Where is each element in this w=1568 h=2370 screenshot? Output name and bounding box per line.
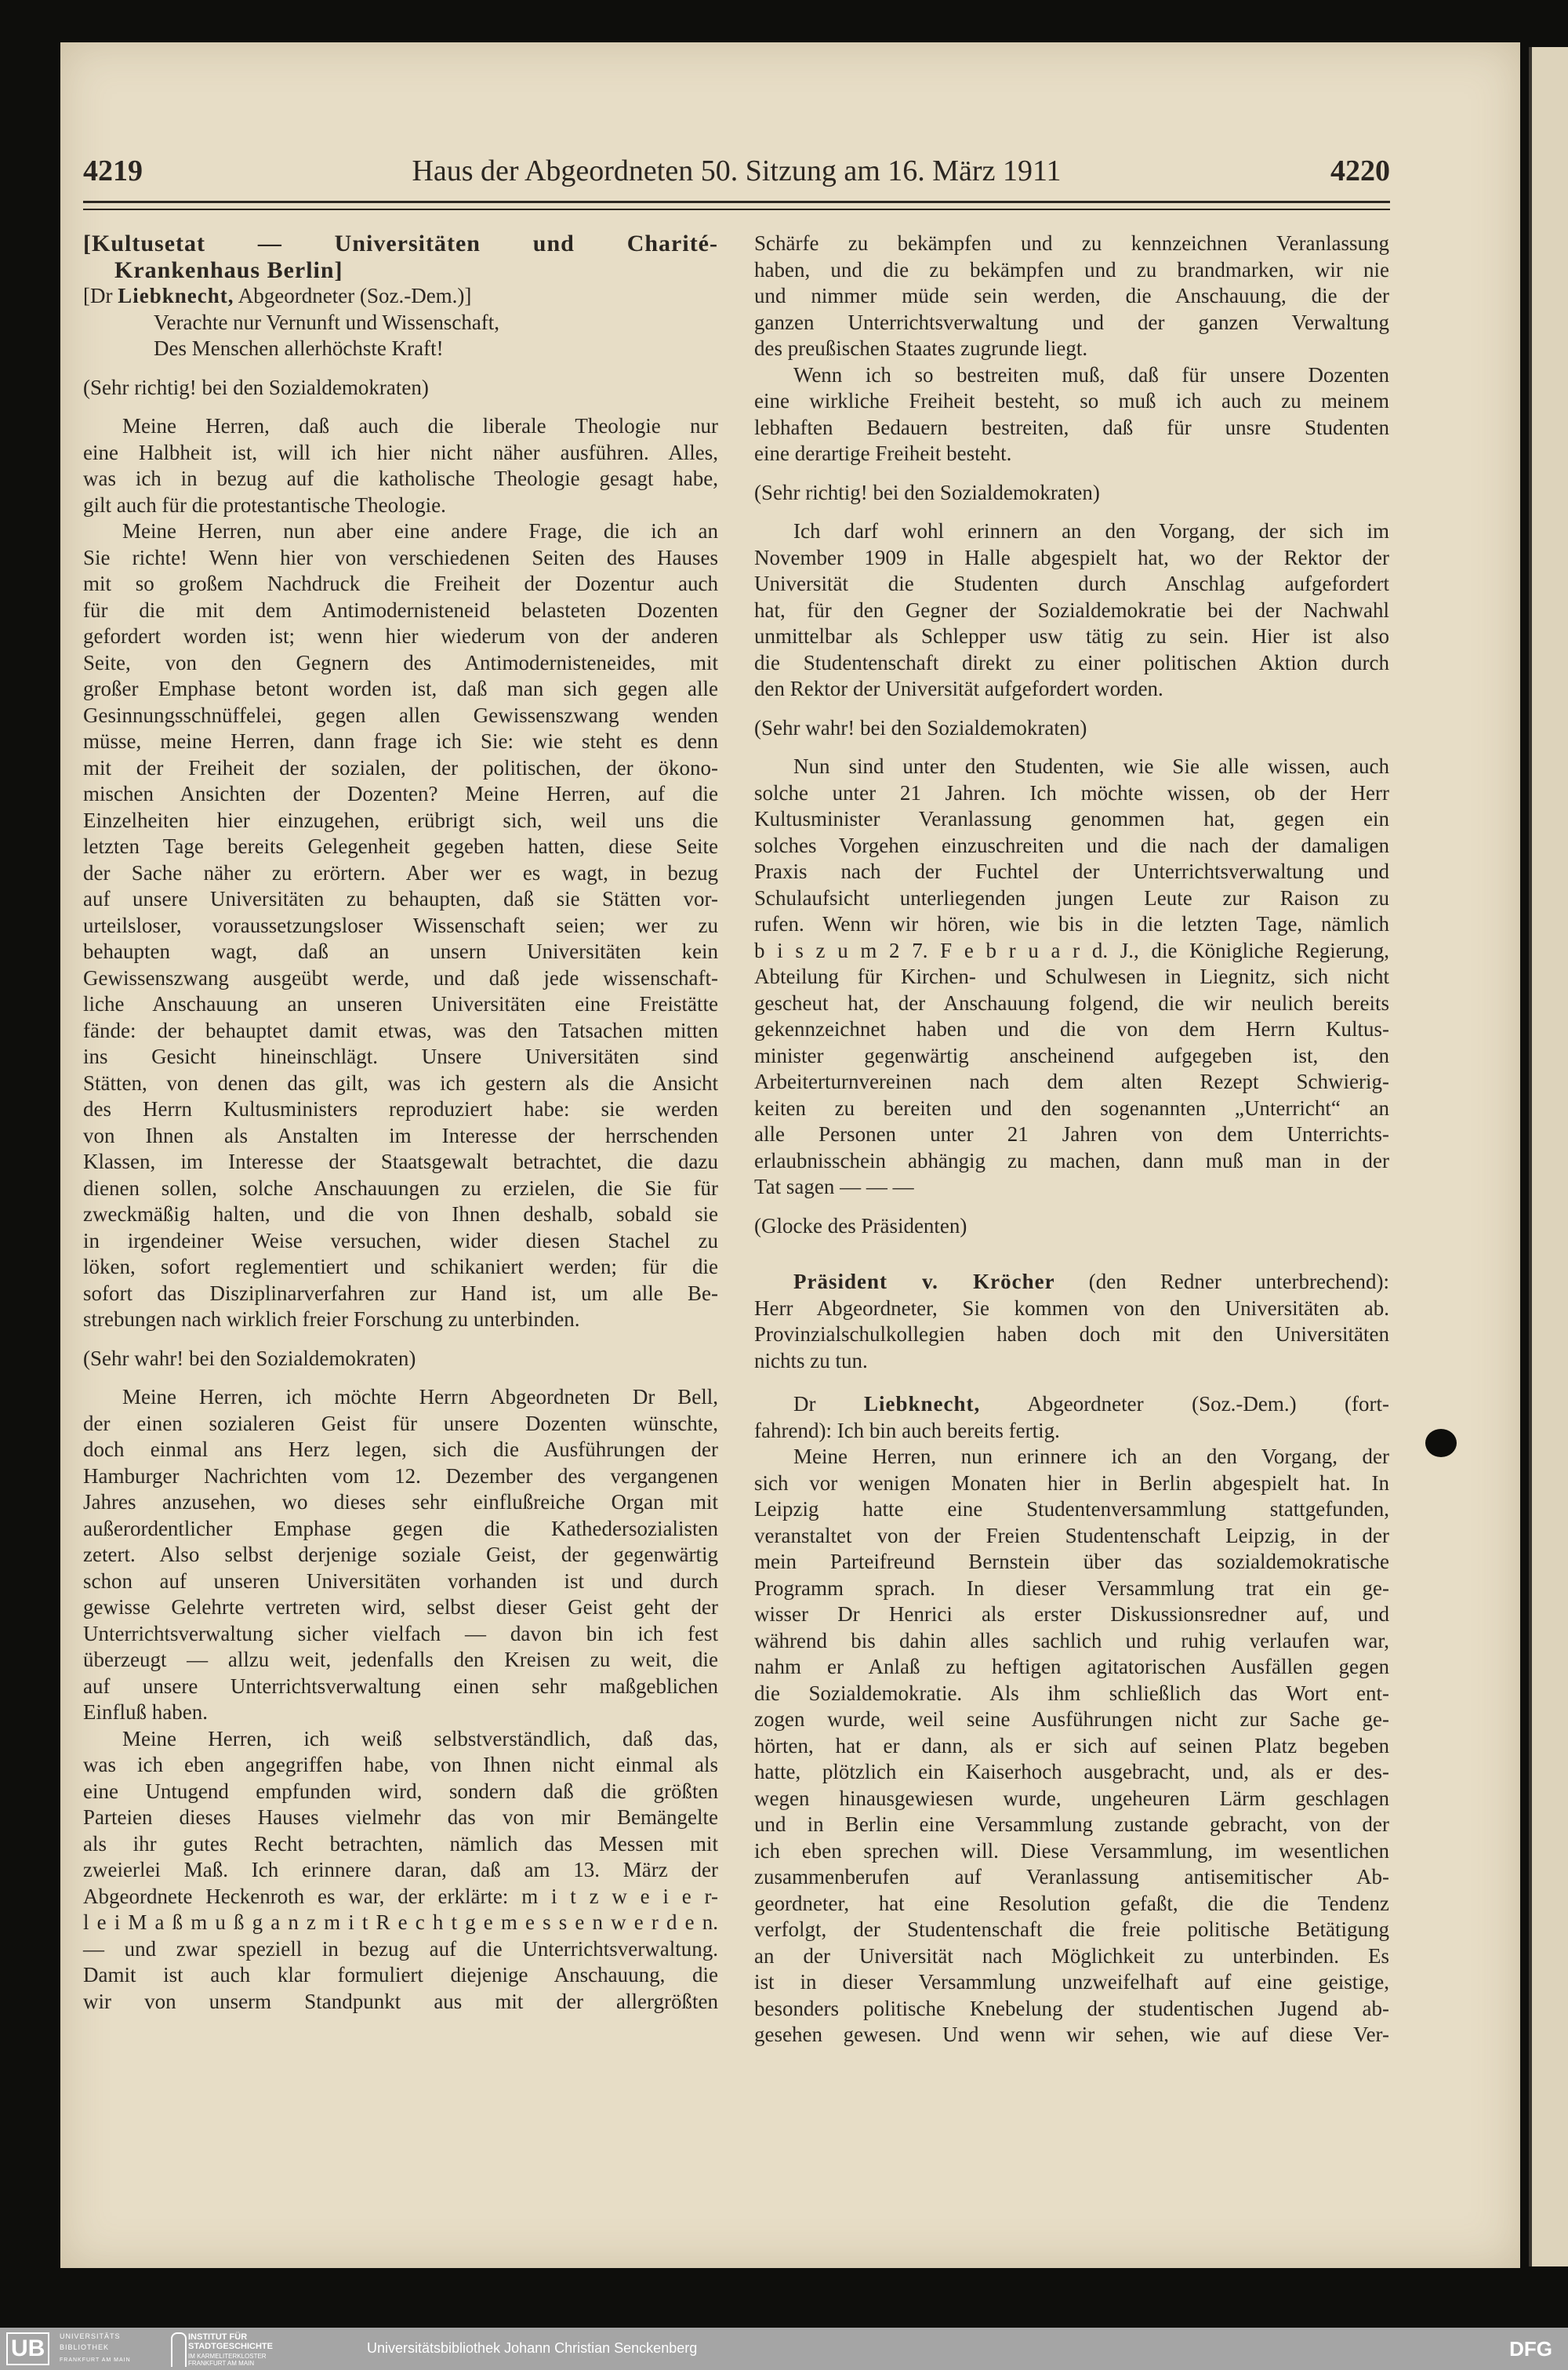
- footer-bar: [0, 2328, 1568, 2370]
- institute-line: FRANKFURT AM MAIN: [188, 2360, 255, 2367]
- text-line: Des Menschen allerhöchste Kraft!: [154, 336, 444, 360]
- text-line: Wenn ich so bestreiten muß, daß für unsere Dozenten: [793, 362, 1389, 387]
- text-line: unmittelbar als Schlepper usw tätig zu sein. Hier ist also: [754, 624, 1389, 648]
- text-line: Parteien dieses Hauses vielmehr das von mir Bemängelte: [83, 1805, 718, 1829]
- running-title: Haus der Abgeordneten 50. Sitzung am 16. März 1911: [412, 154, 1062, 187]
- text-line: was ich in bezug auf die katholische Theologie gesagt habe,: [83, 467, 718, 490]
- right-column: [754, 231, 1389, 2048]
- paragraph: [754, 231, 1389, 362]
- text-segment: [Dr: [83, 284, 118, 307]
- text-line: mein Parteifreund Bernstein über das sozialdemokratische: [754, 1550, 1389, 1573]
- paragraph: [754, 754, 1389, 1201]
- text-line: sich vor wenigen Monaten hier in Berlin abgespielt hat. In: [754, 1470, 1389, 1495]
- text-line: außerordentlicher Emphase gegen die Kathedersozialisten: [83, 1516, 718, 1540]
- page-number-right: 4220: [1330, 154, 1390, 187]
- text-line: Schärfe zu bekämpfen und zu kennzeichnen Veranlassung: [754, 231, 1389, 255]
- text-line: Klassen, im Interesse der Staatsgewalt betrachtet, die dazu: [83, 1150, 718, 1173]
- text-line: schon auf unseren Universitäten vorhanden ist und durch: [83, 1568, 718, 1593]
- paragraph: [83, 518, 718, 1333]
- institute-location: [188, 2353, 267, 2367]
- text-line: Meine Herren, ich weiß selbstverständlich, daß das,: [122, 1726, 718, 1750]
- page-header: [83, 154, 1390, 193]
- text-line: überzeugt — allzu weit, jedenfalls den Kreisen zu weit, die: [83, 1648, 718, 1671]
- text-line: gefordert worden ist; wenn hier wiederum von der anderen: [83, 624, 718, 648]
- text-line: [754, 1391, 1389, 1418]
- text-line: Meine Herren, nun erinnere ich an den Vorgang, der: [793, 1445, 1389, 1468]
- text-line: zweckmäßig halten, und die von Ihnen deshalb, sobald sie: [83, 1202, 718, 1226]
- text-line: Programm sprach. In dieser Versammlung trat ein ge-: [754, 1576, 1389, 1600]
- text-line: verfolgt, der Studentenschaft die freie politische Betätigung: [754, 1917, 1389, 1941]
- speaker-name: Liebknecht,: [863, 1392, 981, 1416]
- text-line: nichts zu tun.: [754, 1348, 868, 1372]
- ub-line: FRANKFURT AM MAIN: [60, 2357, 131, 2363]
- text-line: mischen Ansichten der Dozenten? Meine Herren, auf die: [83, 782, 718, 805]
- text-line: Leipzig hatte eine Studentenversammlung stattgefunden,: [754, 1497, 1389, 1521]
- text-line: gescheut hat, der Anschauung folgend, die wir neulich bereits: [754, 991, 1389, 1015]
- text-line: l e i M a ß m u ß g a n z m i t R e c h t g e m e s s e n w e r d e n.: [83, 1910, 718, 1934]
- speaker-name: Präsident v. Kröcher: [793, 1270, 1055, 1293]
- text-line: die Studentenschaft direkt zu einer politischen Aktion durch: [754, 650, 1389, 674]
- text-line: eine Untugend empfunden wird, sondern daß die größten: [83, 1779, 718, 1803]
- text-line: Meine Herren, nun aber eine andere Frage, die ich an: [122, 519, 718, 543]
- text-line: lebhaften Bedauern bestreiten, daß für unsre Studenten: [754, 415, 1389, 439]
- text-line: von Ihnen als Anstalten im Interesse der herrschenden: [83, 1123, 718, 1147]
- text-segment: Abgeordneter (Soz.-Dem.)]: [234, 284, 472, 307]
- text-line: Praxis nach der Fuchtel der Unterrichtsverwaltung und: [754, 860, 1389, 883]
- text-line: haben, und die zu bekämpfen und zu brandmarken, wir nie: [754, 257, 1389, 282]
- text-line: wisser Dr Henrici als erster Diskussionsredner auf, und: [754, 1602, 1389, 1626]
- text-line: Hamburger Nachrichten vom 12. Dezember des vergangenen: [83, 1463, 718, 1488]
- page-number-left: 4219: [83, 154, 143, 187]
- library-name: Universitätsbibliothek Johann Christian Senckenberg: [367, 2340, 698, 2356]
- text-line: gesehen gewesen. Und wenn wir sehen, wie auf diese Ver-: [754, 2023, 1389, 2046]
- text-line: keiten zu bereiten und den sogenannten „Unterricht“ an: [754, 1096, 1389, 1120]
- text-line: Einfluß haben.: [83, 1700, 208, 1724]
- text-line: erlaubnisschein abhängig zu machen, dann muß man in der: [754, 1148, 1389, 1172]
- text-line: solches Vorgehen einzuschreiten und die nach der damaligen: [754, 833, 1389, 857]
- interjection: [754, 715, 1389, 742]
- paragraph: [754, 1269, 1389, 1374]
- text-line: [Kultusetat — Universitäten und Charité-: [83, 231, 718, 256]
- text-line: Schulaufsicht unterliegenden jungen Leute zur Raison zu: [754, 885, 1389, 910]
- text-line: Unterrichtsverwaltung sicher vielfach — davon bin ich fest: [83, 1621, 718, 1645]
- text-line: Einzelheiten hier einzugehen, erübrigt sich, weil uns die: [83, 808, 718, 832]
- text-line: [754, 1269, 1389, 1296]
- text-line: Krankenhaus Berlin]: [114, 256, 343, 283]
- text-line: als ihr gutes Recht betrachten, nämlich das Messen mit: [83, 1831, 718, 1856]
- text-line: — und zwar speziell in bezug auf die Unterrichtsverwaltung.: [83, 1936, 718, 1961]
- text-line: [83, 283, 718, 310]
- institute-line: IM KARMELITERKLOSTER: [188, 2353, 267, 2360]
- text-line: Meine Herren, daß auch die liberale Theologie nur: [122, 414, 718, 438]
- text-line: zetert. Also selbst derjenige soziale Geist, der gegenwärtig: [83, 1543, 718, 1566]
- text-line: besonders politische Knebelung der studentischen Jugend ab-: [754, 1996, 1389, 2020]
- text-line: gilt auch für die protestantische Theologie.: [83, 493, 446, 517]
- text-line: hat, für den Gegner der Sozialdemokratie bei der Nachwahl: [754, 598, 1389, 622]
- text-line: mit so großem Nachdruck die Freiheit der Dozentur auch: [83, 572, 718, 595]
- paragraph: [754, 362, 1389, 467]
- paragraph: [83, 283, 718, 310]
- text-line: wegen hinausgewiesen wurde, ungeheuren Lärm geschlagen: [754, 1786, 1389, 1810]
- ub-logo: UB: [6, 2332, 49, 2365]
- text-segment: Dr: [793, 1392, 864, 1416]
- quotation-verse: [83, 310, 718, 362]
- text-line: fahrend): Ich bin auch bereits fertig.: [754, 1418, 1060, 1442]
- text-line: eine Halbheit ist, will ich hier nicht näher ausführen. Alles,: [83, 440, 718, 464]
- text-line: zweierlei Maß. Ich erinnere daran, daß am 13. März der: [83, 1858, 718, 1881]
- text-line: gekennzeichnet haben und die von dem Herrn Kultus-: [754, 1017, 1389, 1041]
- text-line: für die mit dem Antimodernisteneid belasteten Dozenten: [83, 598, 718, 622]
- text-line: solche unter 21 Jahren. Ich möchte wissen, ob der Herr: [754, 780, 1389, 805]
- text-line: des preußischen Staates zugrunde liegt.: [754, 336, 1088, 360]
- text-line: Tat sagen — — —: [754, 1175, 914, 1198]
- dfg-logo: DFG: [1509, 2337, 1552, 2361]
- text-line: liche Anschauung an unseren Universitäten eine Freistätte: [83, 992, 718, 1016]
- paragraph: [83, 1384, 718, 1726]
- text-line: Stätten, von denen das gilt, was ich gestern als die Ansicht: [83, 1070, 718, 1095]
- text-segment: Abgeordneter (Soz.-Dem.) (fort-: [980, 1392, 1389, 1416]
- paragraph: [754, 518, 1389, 703]
- interjection: [83, 375, 718, 402]
- text-line: Abteilung für Kirchen- und Schulwesen in Liegnitz, sich nicht: [754, 965, 1389, 988]
- text-line: Abgeordnete Heckenroth es war, der erklärte: m i t z w e i e r-: [83, 1884, 718, 1908]
- text-line: zusammenberufen auf Veranlassung antisemitischer Ab-: [754, 1865, 1389, 1888]
- punch-hole: [1425, 1429, 1457, 1457]
- institute-logo-icon: [171, 2332, 187, 2367]
- text-line: eine wirkliche Freiheit besteht, so muß ich auch zu meinem: [754, 389, 1389, 413]
- paragraph: [83, 1726, 718, 2016]
- text-line: letzten Tage bereits Gelegenheit gegeben hatten, diese Seite: [83, 834, 718, 858]
- paragraph: [83, 413, 718, 518]
- text-line: mit der Freiheit der sozialen, der politischen, der ökono-: [83, 755, 718, 780]
- institute-name: [188, 2332, 273, 2351]
- header-rule: [83, 209, 1390, 210]
- text-line: Universität die Studenten durch Anschlag aufgefordert: [754, 572, 1389, 595]
- speaker-name: Liebknecht,: [118, 284, 234, 307]
- text-line: veranstaltet von der Freien Studentenschaft Leipzig, in der: [754, 1523, 1389, 1547]
- adjacent-page-edge: [1529, 47, 1568, 2266]
- text-line: löken, sofort reglementiert und schikaniert werden; für die: [83, 1255, 718, 1278]
- text-line: Seite, von den Gegnern des Antimodernisteneides, mit: [83, 650, 718, 674]
- text-line: fände: der behauptet damit etwas, was den Tatsachen mitten: [83, 1018, 718, 1042]
- text-line: großer Emphase betont worden ist, daß man sich gegen alle: [83, 677, 718, 700]
- paragraph: [754, 1391, 1389, 1444]
- text-line: Ich darf wohl erinnern an den Vorgang, der sich im: [793, 519, 1389, 543]
- text-line: (Sehr richtig! bei den Sozialdemokraten): [754, 480, 1100, 504]
- text-line: (Sehr wahr! bei den Sozialdemokraten): [83, 1346, 416, 1370]
- text-line: die Sozialdemokratie. Als ihm schließlich das Wort ent-: [754, 1681, 1389, 1705]
- text-line: (Sehr wahr! bei den Sozialdemokraten): [754, 715, 1087, 740]
- text-line: sofort das Disziplinarverfahren zur Hand ist, um alle Be-: [83, 1281, 718, 1305]
- text-line: (Glocke des Präsidenten): [754, 1213, 967, 1238]
- text-segment: (den Redner unterbrechend):: [1054, 1270, 1389, 1293]
- text-line: nahm er Anlaß zu heftigen agitatorischen Ausfällen gegen: [754, 1655, 1389, 1678]
- text-line: in irgendeiner Weise versuchen, wider diesen Stachel zu: [83, 1228, 718, 1252]
- text-line: was ich eben angegriffen habe, von Ihnen nicht einmal als: [83, 1753, 718, 1776]
- paragraph: [754, 1444, 1389, 2048]
- text-line: gewisse Gelehrte vertreten wird, selbst dieser Geist geht der: [83, 1595, 718, 1619]
- institute-line: INSTITUT FÜR: [188, 2332, 248, 2342]
- text-line: ist in dieser Versammlung unzweifelhaft auf eine geistige,: [754, 1970, 1389, 1994]
- text-line: den Rektor der Universität aufgefordert worden.: [754, 677, 1163, 700]
- section-heading: [83, 231, 718, 283]
- text-line: hörten, hat er dann, als er sich auf seinen Platz begeben: [754, 1733, 1389, 1758]
- text-line: der einen sozialeren Geist für unsere Dozenten wünschte,: [83, 1411, 718, 1435]
- text-line: während bis dahin alles sachlich und ruhig verlaufen war,: [754, 1628, 1389, 1652]
- text-line: Arbeiterturnvereinen nach dem alten Rezept Schwierig-: [754, 1070, 1389, 1093]
- header-rule: [83, 201, 1390, 203]
- text-line: rufen. Wenn wir hören, wie bis in die letzten Tage, nämlich: [754, 912, 1389, 936]
- institute-line: STADTGESCHICHTE: [188, 2342, 273, 2351]
- text-line: alle Personen unter 21 Jahren von dem Unterrichts-: [754, 1122, 1389, 1146]
- text-line: minister gegenwärtig anscheinend aufgegeben ist, den: [754, 1043, 1389, 1067]
- text-line: auf unsere Unterrichtsverwaltung einen sehr maßgeblichen: [83, 1674, 718, 1698]
- text-line: des Herrn Kultusministers reproduziert habe: sie werden: [83, 1097, 718, 1121]
- left-column: [83, 231, 718, 2015]
- text-line: ganzen Unterrichtsverwaltung und der ganzen Verwaltung: [754, 310, 1389, 334]
- text-line: auf unsere Universitäten zu behaupten, daß sie Stätten vor-: [83, 887, 718, 911]
- text-line: b i s z u m 2 7. F e b r u a r d. J., die Königliche Regierung,: [754, 938, 1389, 962]
- text-line: zogen wurde, weil seine Ausführungen nicht zur Sache ge-: [754, 1707, 1389, 1731]
- text-line: und nimmer müde sein werden, die Anschauung, die der: [754, 284, 1389, 307]
- text-line: November 1909 in Halle abgespielt hat, wo der Rektor der: [754, 545, 1389, 569]
- text-line: doch einmal ans Herz legen, sich die Ausführungen der: [83, 1438, 718, 1461]
- text-line: geordneter, hat eine Resolution gefaßt, die die Tendenz: [754, 1891, 1389, 1915]
- text-line: behaupten wagt, daß an unsern Universitäten kein: [83, 940, 718, 963]
- text-line: Verachte nur Vernunft und Wissenschaft,: [154, 310, 500, 334]
- text-line: Kultusminister Veranlassung genommen hat, gegen ein: [754, 807, 1389, 831]
- text-line: an der Universität nach Möglichkeit zu unterbinden. Es: [754, 1943, 1389, 1968]
- text-line: und in Berlin eine Versammlung zustande gebracht, von der: [754, 1812, 1389, 1836]
- text-line: Jahres anzusehen, wo dieses sehr einflußreiche Organ mit: [83, 1490, 718, 1514]
- interjection: [754, 480, 1389, 507]
- ub-line: BIBLIOTHEK: [60, 2343, 110, 2351]
- text-line: Gewissenszwang ausgeübt werde, und daß jede wissenschaft-: [83, 965, 718, 990]
- text-line: eine derartige Freiheit besteht.: [754, 442, 1012, 465]
- text-line: wir von unserm Standpunkt aus mit der allergrößten: [83, 1989, 718, 2013]
- text-line: urteilsloser, voraussetzungsloser Wissenschaft seien; wer zu: [83, 913, 718, 937]
- text-line: Provinzialschulkollegien haben doch mit den Universitäten: [754, 1322, 1389, 1346]
- text-line: hatte, plötzlich ein Kaiserhoch ausgebracht, und, als er des-: [754, 1760, 1389, 1783]
- interjection: [754, 1213, 1389, 1240]
- text-line: Meine Herren, ich möchte Herrn Abgeordneten Dr Bell,: [122, 1385, 718, 1409]
- ub-line: UNIVERSITÄTS: [60, 2332, 121, 2340]
- text-line: dienen sollen, solche Anschauungen zu erzielen, die Sie für: [83, 1176, 718, 1200]
- text-line: der Sache näher zu erörtern. Aber wer es wagt, in bezug: [83, 860, 718, 885]
- text-line: Herr Abgeordneter, Sie kommen von den Universitäten ab.: [754, 1296, 1389, 1320]
- interjection: [83, 1346, 718, 1372]
- text-line: ich eben sprechen will. Diese Versammlung, im wesentlichen: [754, 1838, 1389, 1863]
- text-line: (Sehr richtig! bei den Sozialdemokraten): [83, 375, 429, 399]
- text-line: Nun sind unter den Studenten, wie Sie alle wissen, auch: [793, 754, 1389, 778]
- text-line: Damit ist auch klar formuliert diejenige Anschauung, die: [83, 1963, 718, 1987]
- text-line: müsse, meine Herren, dann frage ich Sie: wie steht es denn: [83, 729, 718, 753]
- text-line: ins Gesicht hineinschlägt. Unsere Universitäten sind: [83, 1045, 718, 1068]
- text-line: Sie richte! Wenn hier von verschiedenen Seiten des Hauses: [83, 545, 718, 569]
- text-line: Gesinnungsschnüffelei, gegen allen Gewissenszwang wenden: [83, 703, 718, 727]
- text-line: strebungen nach wirklich freier Forschung zu unterbinden.: [83, 1307, 580, 1331]
